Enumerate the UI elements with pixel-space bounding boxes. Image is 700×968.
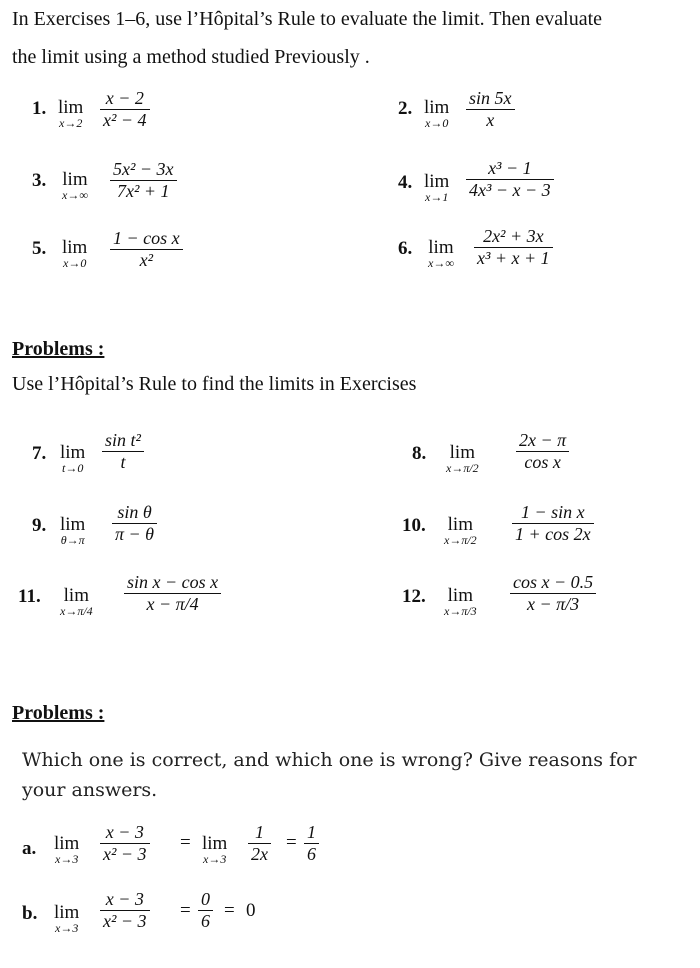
fraction: [110, 159, 177, 202]
limit-operator: lim x→π/4: [60, 585, 93, 618]
equals-sign: =: [180, 900, 191, 921]
numerator: 1 − sin x: [520, 502, 585, 522]
limit-subscript: x→π/4: [60, 604, 93, 618]
fraction: [102, 430, 144, 473]
numerator: 2x² + 3x: [483, 226, 544, 246]
problems-heading-2: Problems :: [12, 702, 105, 724]
part-label: a.: [22, 838, 37, 859]
denominator: 2x: [251, 844, 268, 864]
result-value: 0: [246, 900, 256, 921]
numerator: sin 5x: [469, 88, 512, 108]
denominator: x − π/3: [526, 594, 580, 614]
numerator: sin t²: [105, 430, 141, 450]
limit-operator: lim x→3: [54, 833, 80, 866]
denominator: 7x² + 1: [116, 181, 170, 201]
fraction: [124, 572, 221, 615]
part-label: b.: [22, 903, 38, 924]
denominator: x³ + x + 1: [477, 248, 550, 268]
intro-line-1: In Exercises 1–6, use l’Hôpital’s Rule to evaluate the limit. Then evaluate: [12, 8, 603, 30]
exercise-number: 9.: [32, 515, 47, 536]
limit-subscript: x→3: [55, 852, 79, 866]
limit-operator: lim x→π/3: [444, 585, 477, 618]
fraction: [100, 822, 150, 865]
fraction: [110, 228, 183, 271]
exercise-number: 1.: [32, 98, 47, 119]
limit-subscript: x→0: [63, 256, 87, 270]
exercise-number: 12.: [402, 586, 426, 607]
numerator: 1 − cos x: [113, 228, 180, 248]
fraction-2: [198, 889, 213, 932]
numerator: 1: [255, 822, 264, 842]
exercise-number: 8.: [412, 443, 427, 464]
numerator: 5x² − 3x: [113, 159, 174, 179]
denominator: x² − 3: [103, 911, 147, 931]
denominator: x: [486, 110, 495, 130]
denominator: π − θ: [115, 524, 155, 544]
intro-line-2: the limit using a method studied Previously .: [12, 46, 370, 68]
question-line-2: your answers.: [22, 779, 158, 801]
question-text: [22, 745, 692, 805]
fraction: [466, 88, 515, 131]
limit-operator: lim x→∞: [428, 237, 454, 270]
instruction-text: Use l’Hôpital’s Rule to find the limits in Exercises: [12, 373, 417, 395]
equals-sign-2: =: [286, 832, 297, 853]
fraction: [100, 88, 150, 131]
denominator: x − π/4: [146, 594, 199, 614]
numerator: sin θ: [117, 502, 152, 522]
exercise-number: 7.: [32, 443, 47, 464]
exercise-number: 4.: [398, 172, 413, 193]
denominator: cos x: [524, 452, 561, 472]
exercise-number: 11.: [18, 586, 41, 607]
fraction: [516, 430, 569, 473]
denominator: 4x³ − x − 3: [469, 180, 551, 200]
fraction: [512, 502, 594, 545]
numerator: cos x − 0.5: [513, 572, 594, 592]
numerator: 0: [201, 889, 210, 909]
limit-subscript: x→∞: [428, 256, 454, 270]
numerator: sin x − cos x: [127, 572, 219, 592]
limit-subscript: x→2: [59, 116, 83, 130]
denominator: 1 + cos 2x: [515, 524, 591, 544]
limit-operator-2: lim x→3: [202, 833, 228, 866]
limit-subscript: x→3: [203, 852, 227, 866]
numerator: 1: [307, 822, 316, 842]
limit-operator: lim x→2: [58, 97, 84, 130]
limit-operator: lim θ→π: [60, 514, 86, 547]
limit-operator: lim x→0: [62, 237, 88, 270]
exercise-number: 10.: [402, 515, 426, 536]
limit-operator: lim x→1: [424, 171, 450, 204]
exercise-number: 2.: [398, 98, 413, 119]
limit-subscript: x→1: [425, 190, 449, 204]
limit-operator: lim x→π/2: [444, 514, 477, 547]
equals-sign: =: [180, 832, 191, 853]
limit-operator: lim x→0: [424, 97, 450, 130]
problems-heading-1: Problems :: [12, 338, 105, 360]
denominator: t: [120, 452, 126, 472]
fraction: [474, 226, 553, 269]
question-line-1: Which one is correct, and which one is wrong? Give reasons for: [22, 749, 637, 771]
limit-subscript: x→0: [425, 116, 449, 130]
limit-subscript: x→∞: [62, 188, 88, 202]
denominator: 6: [307, 844, 316, 864]
fraction-3: [304, 822, 319, 865]
limit-operator: lim t→0: [60, 442, 86, 475]
denominator: x² − 4: [103, 110, 147, 130]
limit-operator: lim x→3: [54, 902, 80, 935]
limit-subscript: t→0: [62, 461, 84, 475]
limit-operator: lim x→π/2: [446, 442, 479, 475]
limit-subscript: x→π/2: [444, 533, 477, 547]
limit-subscript: x→π/3: [444, 604, 477, 618]
numerator: 2x − π: [519, 430, 567, 450]
denominator: 6: [201, 911, 210, 931]
fraction: [510, 572, 596, 615]
fraction: [100, 889, 150, 932]
limit-subscript: θ→π: [60, 533, 85, 547]
denominator: x²: [139, 250, 154, 270]
exercise-number: 6.: [398, 238, 413, 259]
exercise-number: 3.: [32, 170, 47, 191]
numerator: x − 3: [105, 822, 144, 842]
fraction: [112, 502, 157, 545]
exercise-number: 5.: [32, 238, 47, 259]
limit-subscript: x→π/2: [446, 461, 479, 475]
equals-sign-2: =: [224, 900, 235, 921]
intro-text: [12, 0, 692, 76]
limit-subscript: x→3: [55, 921, 79, 935]
limit-operator: lim x→∞: [62, 169, 88, 202]
numerator: x³ − 1: [488, 158, 532, 178]
denominator: x² − 3: [103, 844, 147, 864]
numerator: x − 3: [105, 889, 144, 909]
fraction: [466, 158, 554, 201]
numerator: x − 2: [105, 88, 144, 108]
fraction-2: [248, 822, 271, 865]
